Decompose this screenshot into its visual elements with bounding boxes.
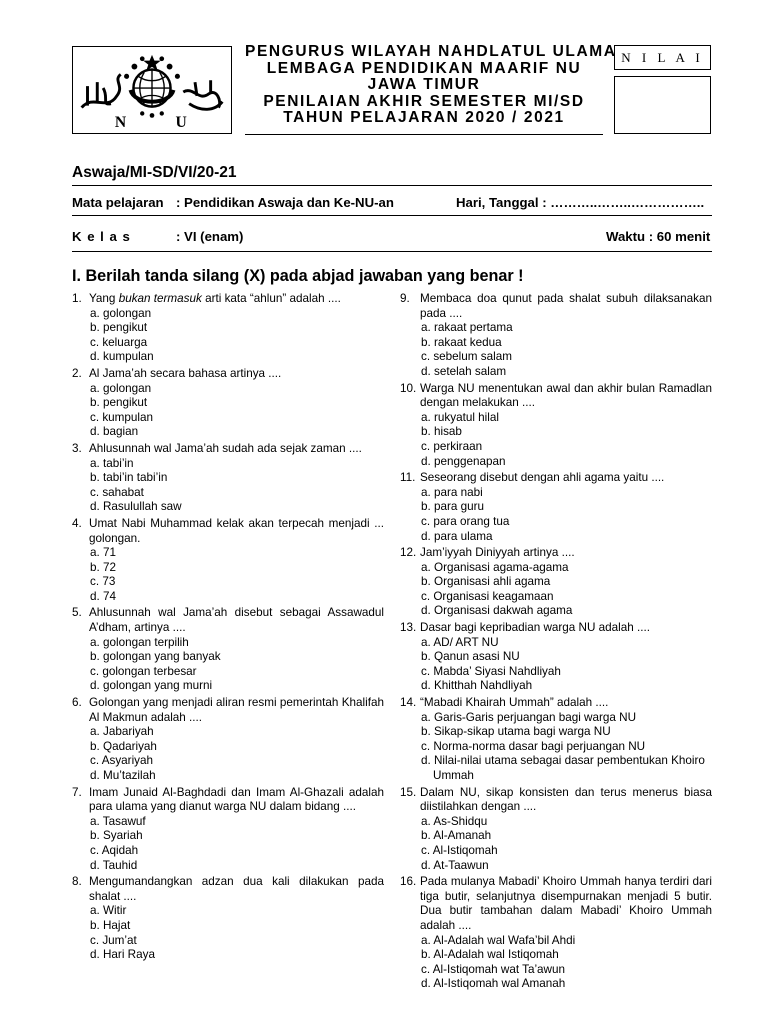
question-number: 3. xyxy=(72,441,82,455)
answer-option: c. para orang tua xyxy=(421,514,510,528)
answer-option: c. Al-Istiqomah wat Ta’awun xyxy=(421,962,565,976)
answer-option: d. kumpulan xyxy=(90,350,154,364)
logo-letter-n: N xyxy=(114,114,127,132)
question-number: 13. xyxy=(400,621,417,635)
answer-option: d. Khitthah Nahdliyah xyxy=(421,679,533,693)
answer-option: c. Organisasi keagamaan xyxy=(421,589,554,603)
question-item xyxy=(400,546,712,619)
question-number: 5. xyxy=(72,606,82,620)
answer-option: b. Organisasi ahli agama xyxy=(421,575,551,589)
answer-option: b. 72 xyxy=(90,560,116,574)
answer-option: b. pengikut xyxy=(90,321,148,335)
subject-value: : Pendidikan Aswaja dan Ke-NU-an xyxy=(176,195,394,210)
answer-option: d. penggenapan xyxy=(421,454,506,468)
question-item xyxy=(400,382,712,470)
answer-option: b. tabi’in tabi’in xyxy=(90,471,168,485)
questions-right-column xyxy=(400,292,712,994)
question-item xyxy=(72,696,384,784)
answer-option: c. Jum’at xyxy=(90,933,137,947)
question-number: 14. xyxy=(400,696,417,710)
answer-option: b. rakaat kedua xyxy=(421,335,502,349)
question-text: Yang bukan termasuk arti kata “ahlun” adalah .... xyxy=(89,292,341,305)
document-code: Aswaja/MI-SD/VI/20-21 xyxy=(72,164,237,181)
question-text: Ahlusunnah wal Jama’ah disebut sebagai Assawadul A’dham, artinya .... xyxy=(89,606,384,635)
question-number: 16. xyxy=(400,875,417,889)
question-number: 2. xyxy=(72,366,82,380)
class-value: : VI (enam) xyxy=(176,229,244,244)
answer-option: b. hisab xyxy=(421,425,462,439)
question-text: Seseorang disebut dengan ahli agama yaitu .... xyxy=(420,471,665,485)
question-number: 6. xyxy=(72,696,82,710)
answer-option: a. Tasawuf xyxy=(90,814,146,828)
answer-option: b. Hajat xyxy=(90,918,131,932)
answer-option: a. rakaat pertama xyxy=(421,321,513,335)
class-label: K e l a s xyxy=(72,229,131,244)
question-item xyxy=(72,606,384,694)
question-number: 1. xyxy=(72,292,82,305)
answer-option: c. Norma-norma dasar bagi perjuangan NU xyxy=(421,739,646,753)
answer-option: a. golongan terpilih xyxy=(90,635,189,649)
date-field: Hari, Tanggal : ………..……..…………….. xyxy=(456,195,705,210)
question-number: 11. xyxy=(400,471,416,485)
header-line-year: TAHUN PELAJARAN 2020 / 2021 xyxy=(283,109,565,126)
answer-option: c. Mabda’ Siyasi Nahdliyah xyxy=(421,664,561,678)
question-item xyxy=(72,875,384,963)
answer-option: a. Witir xyxy=(90,904,127,918)
question-number: 12. xyxy=(400,546,417,560)
question-item xyxy=(72,786,384,874)
question-text: Golongan yang menjadi aliran resmi pemerintah Khalifah Al Makmun adalah .... xyxy=(89,696,384,724)
question-number: 7. xyxy=(72,785,82,799)
question-number: 8. xyxy=(72,875,82,889)
divider-middle xyxy=(72,215,712,216)
answer-option: a. Al-Adalah wal Wafa’bil Ahdi xyxy=(421,933,576,947)
question-number: 9. xyxy=(400,292,410,305)
question-item xyxy=(400,292,712,380)
question-number: 15. xyxy=(400,785,417,799)
question-item xyxy=(72,292,384,365)
answer-option: d. golongan yang murni xyxy=(90,679,213,693)
questions-left-column xyxy=(72,292,384,965)
answer-option: d. Al-Istiqomah wal Amanah xyxy=(421,977,566,991)
answer-option: d. Mu’tazilah xyxy=(90,769,156,782)
answer-option: b. golongan yang banyak xyxy=(90,650,221,664)
answer-option: b. Sikap-sikap utama bagi warga NU xyxy=(421,725,611,739)
answer-option: a. Jabariyah xyxy=(90,725,154,739)
answer-option: b. Al-Amanah xyxy=(421,829,492,843)
question-text: Dasar bagi kepribadian warga NU adalah .... xyxy=(420,621,650,635)
answer-option: d. Tauhid xyxy=(90,858,138,872)
answer-option: d. At-Taawun xyxy=(421,858,489,872)
answer-option: a. 71 xyxy=(90,546,116,560)
question-text: Warga NU menentukan awal dan akhir bulan Ramadlan dengan melakukan .... xyxy=(420,381,712,410)
answer-option: c. Al-Istiqomah xyxy=(421,843,498,857)
answer-option: d. setelah salam xyxy=(421,364,507,378)
answer-option: d. bagian xyxy=(90,425,139,439)
answer-option: c. perkiraan xyxy=(421,439,483,453)
question-text: Ahlusunnah wal Jama’ah sudah ada sejak zaman .... xyxy=(89,441,362,455)
answer-option: a. para nabi xyxy=(421,485,483,499)
question-text: Mengumandangkan adzan dua kali dilakukan pada shalat .... xyxy=(89,875,384,903)
answer-option: b. Al-Adalah wal Istiqomah xyxy=(421,948,559,962)
answer-option: a. rukyatul hilal xyxy=(421,410,499,424)
question-text: Al Jama’ah secara bahasa artinya .... xyxy=(89,366,282,380)
question-number: 4. xyxy=(72,516,82,530)
question-item xyxy=(72,442,384,515)
nu-logo xyxy=(72,46,232,134)
answer-option: b. pengikut xyxy=(90,396,148,410)
answer-option: b. Qanun asasi NU xyxy=(421,650,520,664)
question-text: Imam Junaid Al-Baghdadi dan Imam Al-Ghazali adalah para ulama yang dianut warga NU dalam bidang .... xyxy=(89,785,384,814)
subject-label: Mata pelajaran xyxy=(72,195,164,210)
answer-option: b. Qadariyah xyxy=(90,739,157,753)
answer-option: a. golongan xyxy=(90,381,152,395)
section-instruction: I. Berilah tanda silang (X) pada abjad jawaban yang benar ! xyxy=(72,267,524,285)
header-line-exam: PENILAIAN AKHIR SEMESTER MI/SD xyxy=(263,92,585,110)
header-line-region: JAWA TIMUR xyxy=(367,76,481,93)
answer-option: a. As-Shidqu xyxy=(421,814,488,828)
question-item xyxy=(400,621,712,694)
score-label: N I L A I xyxy=(614,45,711,70)
answer-option: b. Syariah xyxy=(90,829,143,843)
answer-option: a. Organisasi agama-agama xyxy=(421,560,569,574)
answer-option: c. Aqidah xyxy=(90,843,139,857)
question-item xyxy=(72,367,384,440)
nu-emblem-icon xyxy=(73,47,231,133)
header-line-organization: PENGURUS WILAYAH NAHDLATUL ULAMA xyxy=(245,43,617,60)
answer-option: d. Hari Raya xyxy=(90,948,155,962)
answer-option: b. para guru xyxy=(421,500,485,514)
exam-header xyxy=(245,43,617,127)
answer-option: c. golongan terbesar xyxy=(90,664,197,678)
question-text: Dalam NU, sikap konsisten dan terus menerus biasa diistilahkan dengan .... xyxy=(420,785,712,814)
question-text: Umat Nabi Muhammad kelak akan terpecah menjadi ... golongan. xyxy=(89,516,384,545)
header-line-institution: LEMBAGA PENDIDIKAN MAARIF NU xyxy=(266,59,582,77)
answer-option: a. AD/ ART NU xyxy=(421,635,499,649)
question-item xyxy=(72,517,384,605)
answer-option: a. Garis-Garis perjuangan bagi warga NU xyxy=(421,710,637,724)
answer-option: d. 74 xyxy=(90,589,116,603)
question-text: Jam’iyyah Diniyyah artinya .... xyxy=(420,546,575,560)
question-item xyxy=(400,471,712,544)
question-number: 10. xyxy=(400,381,417,395)
question-text: “Mabadi Khairah Ummah” adalah .... xyxy=(420,696,609,710)
question-item xyxy=(400,786,712,874)
answer-option: c. sebelum salam xyxy=(421,350,512,364)
answer-option: a. golongan xyxy=(90,306,152,320)
divider-top xyxy=(72,185,712,186)
answer-option: d. Rasulullah saw xyxy=(90,500,182,514)
answer-option: c. Asyariyah xyxy=(90,754,154,768)
question-text: Membaca doa qunut pada shalat subuh dilaksanakan pada .... xyxy=(420,292,712,320)
divider-bottom xyxy=(72,251,712,252)
header-underline xyxy=(245,134,603,135)
logo-letter-u: U xyxy=(175,114,187,132)
answer-option: a. tabi’in xyxy=(90,456,134,470)
score-box xyxy=(614,76,711,134)
answer-option: d. Organisasi dakwah agama xyxy=(421,604,573,618)
answer-option: c. keluarga xyxy=(90,335,148,349)
question-item xyxy=(400,875,712,992)
answer-option: c. kumpulan xyxy=(90,410,154,424)
answer-option: c. 73 xyxy=(90,575,116,589)
answer-option: d. Nilai-nilai utama sebagai dasar pembentukan Khoiro Ummah xyxy=(421,754,705,782)
question-item xyxy=(400,696,712,784)
time-limit: Waktu : 60 menit xyxy=(606,229,711,244)
question-text: Pada mulanya Mabadi’ Khoiro Ummah hanya terdiri dari tiga butir, selanjutnya disempurnakan menjadi 5 butir. Dua butir tambahan dalam Mabadi’ Khoiro Ummah adalah .... xyxy=(420,875,712,932)
answer-option: d. para ulama xyxy=(421,529,493,543)
answer-option: c. sahabat xyxy=(90,485,144,499)
